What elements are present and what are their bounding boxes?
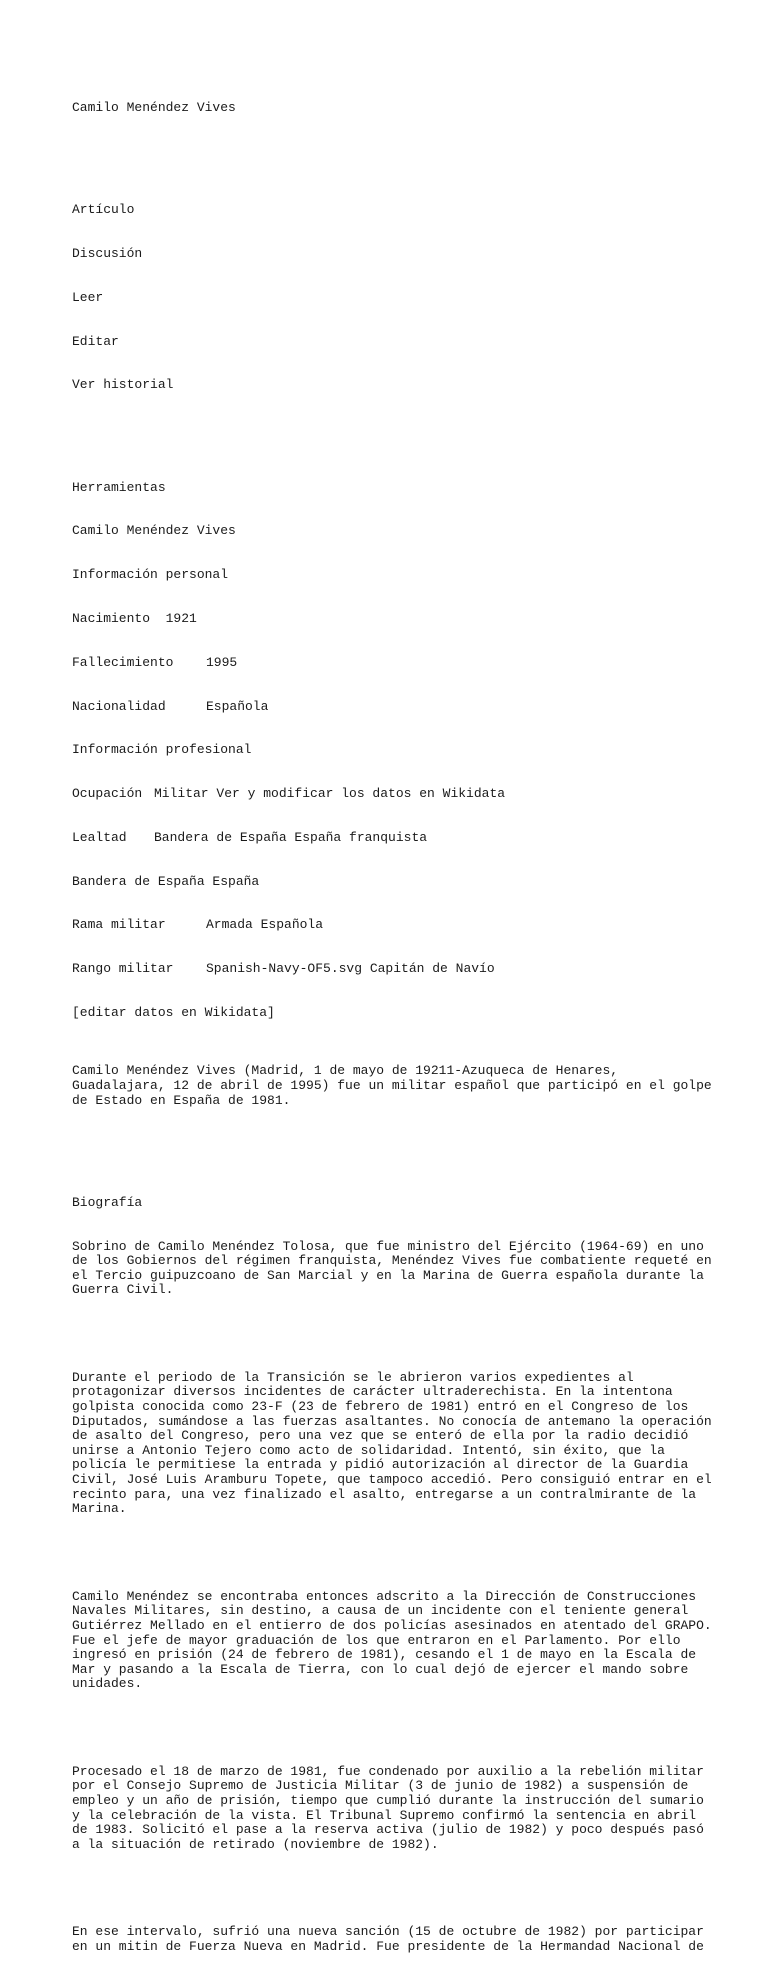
section-heading-biografia: Biografía [72,1194,143,1210]
spacer [72,422,712,437]
ocupacion-value[interactable]: Militar Ver y modificar los datos en Wikidata [154,786,506,802]
body-paragraph: Sobrino de Camilo Menéndez Tolosa, que fue ministro del Ejército (1964-69) en uno de los Gobiernos del régimen franquista, Menéndez Vives fue combatiente requeté en el Tercio guipuzcoano de San Marcial y en la Marina de Guerra española durante la Guerra Civil. [72,1238,720,1298]
rama-value[interactable]: Armada Española [206,917,324,933]
spacer [72,1327,712,1342]
nav-ver-historial[interactable]: Ver historial [72,377,174,393]
infobox-row-fallecimiento [72,656,712,671]
nav-discusion[interactable]: Discusión [72,246,143,262]
ocupacion-label: Ocupación [72,786,143,802]
lealtad-value[interactable]: Bandera de España España franquista [154,829,428,845]
nav-editar[interactable]: Editar [72,333,119,349]
rango-value[interactable]: Spanish-Navy-OF5.svg Capitán de Navío [206,961,495,977]
body-paragraph: Procesado el 18 de marzo de 1981, fue condenado por auxilio a la rebelión militar por el Consejo Supremo de Justicia Militar (3 de junio de 1982) a suspensión de empleo y un año de prisión, tiempo que cumplió durante la instrucción del sumario y la celebración de la vista. El Tribunal Supremo confirmó la sentencia en abril de 1983. Solicitó el pase a la reserva activa (julio de 1982) y poco después pasó a la situación de retirado (noviembre de 1982). [72,1763,712,1852]
spacer [72,1882,712,1897]
body-paragraph: Durante el periodo de la Transición se le abrieron varios expedientes al protagonizar diversos incidentes de carácter ultraderechista. En la intentona golpista conocida como 23-F (23 de febrero de 1981) entró en el Congreso de los Diputados, sumándose a las fuerzas asaltantes. No conocía de antemano la operación de asalto del Congreso, pero una vez que se enteró de ella por la radio decidió unirse a Antonio Tejero como acto de solidaridad. Intentó, sin éxito, que la policía le permitiese la entrada y pidió autorización al director de la Guardia Civil, José Luis Aramburu Topete, que tampoco accedió. Pero consiguió entrar en el recinto para, una vez finalizado el asalto, entregarse a un contralmirante de la Marina. [72,1369,720,1517]
infobox-row-ocupacion [72,787,712,802]
nacimiento-value: 1921 [165,610,197,626]
nacimiento-label: Nacimiento [72,610,151,626]
spacer [72,145,712,160]
infobox-profesional-header: Información profesional [72,742,252,758]
intro-paragraph: Camilo Menéndez Vives (Madrid, 1 de mayo de 19211-Azuqueca de Henares, Guadalajara, 12 de abril de 1995) fue un militar español que participó en el golpe de Estado en España de 1981. [72,1063,720,1108]
spacer [72,1546,712,1561]
nav-articulo[interactable]: Artículo [72,202,135,218]
nacionalidad-value: Española [206,698,269,714]
lealtad-label: Lealtad [72,829,127,845]
infobox-personal-header: Información personal [72,567,229,583]
tools-label[interactable]: Herramientas [72,479,166,495]
nacionalidad-label: Nacionalidad [72,698,166,714]
spacer [72,1721,712,1736]
rama-label: Rama militar [72,917,166,933]
infobox-row-nacionalidad [72,700,712,715]
infobox-row-rango [72,962,712,977]
infobox-name: Camilo Menéndez Vives [72,523,236,539]
infobox-bandera-line[interactable]: Bandera de España España [72,873,260,889]
edit-wikidata-link[interactable]: [editar datos en Wikidata] [72,1005,275,1020]
infobox-row-lealtad [72,831,712,846]
infobox-row-rama [72,918,712,933]
nav-leer[interactable]: Leer [72,289,104,305]
fallecimiento-label: Fallecimiento [72,654,174,670]
body-paragraph: Camilo Menéndez se encontraba entonces adscrito a la Dirección de Construcciones Navales Militares, sin destino, a causa de un incidente con el teniente general Gutiérrez Mellado en el entierro de dos policías asesinados en atentado del GRAPO. Fue el jefe de mayor graduación de los que entraron en el Parlamento. Por ello ingresó en prisión (24 de febrero de 1981), cesando el 1 de mayo en la Escala de Mar y pasando a la Escala de Tierra, con lo cual dejó de ejercer el mando sobre unidades. [72,1588,720,1692]
spacer [72,1137,712,1152]
body-paragraph: En ese intervalo, sufrió una nueva sanción (15 de octubre de 1982) por participar en un mitin de Fuerza Nueva en Madrid. Fue presidente de la Hermandad Nacional de [72,1924,712,1954]
infobox-row-nacimiento [72,612,712,627]
rango-label: Rango militar [72,961,174,977]
document-page [72,72,720,1969]
fallecimiento-value: 1995 [206,654,238,670]
page-title: Camilo Menéndez Vives [72,100,236,116]
